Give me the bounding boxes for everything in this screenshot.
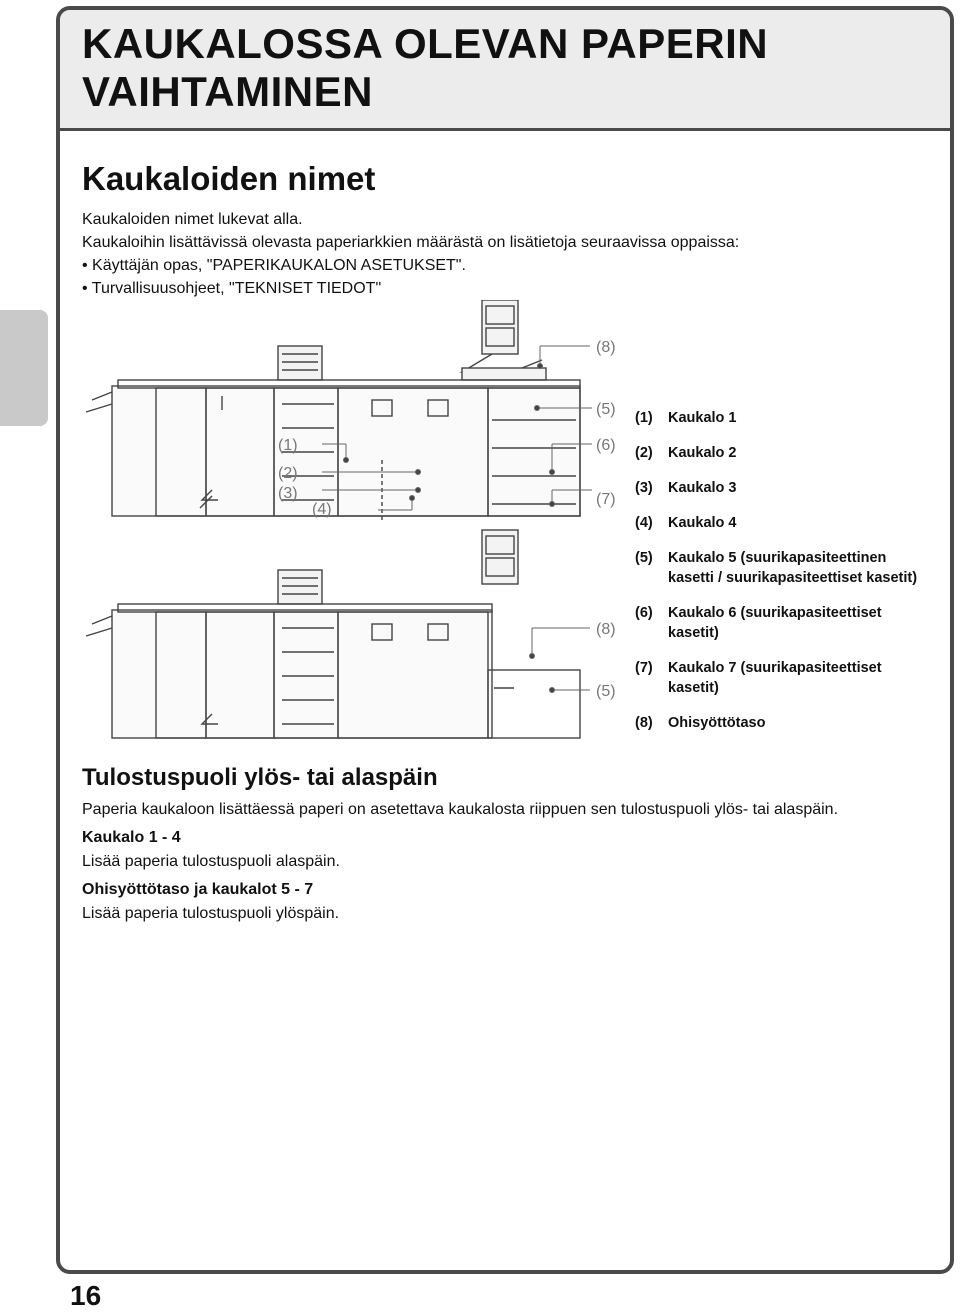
legend-text: Kaukalo 3 — [668, 480, 737, 496]
legend-item — [635, 658, 935, 698]
section-title: Kaukaloiden nimet — [82, 160, 376, 197]
tray-legend — [635, 408, 935, 748]
legend-item — [635, 443, 935, 463]
group2-title: Ohisyöttötaso ja kaukalot 5 - 7 — [82, 881, 314, 898]
page-title — [82, 20, 802, 116]
legend-text: Kaukalo 7 (suurikapasiteettiset kasetit) — [668, 660, 882, 696]
legend-text: Kaukalo 4 — [668, 515, 737, 531]
group1-text: Lisää paperia tulostuspuoli alaspäin. — [82, 853, 340, 870]
printer-illustration-top — [86, 300, 580, 520]
legend-number: (4) — [635, 515, 653, 531]
callout-6: (6) — [596, 437, 616, 454]
legend-number: (3) — [635, 480, 653, 496]
callout-4: (4) — [312, 501, 332, 518]
group2-text: Lisää paperia tulostuspuoli ylöspäin. — [82, 905, 340, 922]
legend-item — [635, 478, 935, 498]
printer-illustration-bottom — [86, 530, 580, 738]
callout-1: (1) — [278, 437, 298, 454]
callouts-bottom — [596, 621, 616, 700]
legend-text: Kaukalo 5 (suurikapasiteettinen kasetti / suurikapasiteettiset kasetit) — [668, 550, 918, 586]
legend-number: (1) — [635, 410, 653, 426]
intro-bullet: • Käyttäjän opas, "PAPERIKAUKALON ASETUKSET". — [82, 257, 466, 274]
orientation-text: Paperia kaukaloon lisättäessä paperi on asetettava kaukalosta riippuen sen tulostuspuoli ylös- tai alaspäin. — [82, 801, 839, 818]
legend-item — [635, 408, 935, 428]
callout-3: (3) — [278, 485, 298, 502]
legend-number: (6) — [635, 605, 653, 621]
legend-text: Kaukalo 1 — [668, 410, 737, 426]
leader-lines-bottom — [530, 628, 591, 693]
group1-title: Kaukalo 1 - 4 — [82, 829, 181, 846]
callout-2: (2) — [278, 465, 298, 482]
callout-5-bottom: (5) — [596, 683, 616, 700]
page-number: 16 — [70, 1280, 102, 1311]
callout-5: (5) — [596, 401, 616, 418]
orientation-body — [82, 798, 838, 926]
callout-8-bottom: (8) — [596, 621, 616, 638]
intro-bullet: • Turvallisuusohjeet, "TEKNISET TIEDOT" — [82, 280, 382, 297]
orientation-title: Tulostuspuoli ylös- tai alaspäin — [82, 764, 438, 791]
legend-number: (2) — [635, 445, 653, 461]
legend-number: (5) — [635, 550, 653, 566]
page-title-text: KAUKALOSSA OLEVAN PAPERIN VAIHTAMINEN — [82, 20, 769, 115]
legend-text: Ohisyöttötaso — [668, 715, 766, 731]
legend-number: (7) — [635, 660, 653, 676]
legend-item — [635, 513, 935, 533]
intro-text — [82, 208, 739, 300]
callout-7: (7) — [596, 491, 616, 508]
legend-text: Kaukalo 2 — [668, 445, 737, 461]
legend-item — [635, 548, 935, 588]
legend-item — [635, 713, 935, 733]
side-tab — [0, 310, 48, 426]
page-frame — [56, 6, 954, 1274]
printer-diagram — [82, 300, 642, 740]
intro-line: Kaukaloiden nimet lukevat alla. — [82, 211, 303, 228]
legend-number: (8) — [635, 715, 653, 731]
intro-line: Kaukaloihin lisättävissä olevasta paperiarkkien määrästä on lisätietoja seuraavissa oppaissa: — [82, 234, 740, 251]
header-band — [60, 10, 950, 131]
legend-item — [635, 603, 935, 643]
legend-text: Kaukalo 6 (suurikapasiteettiset kasetit) — [668, 605, 882, 641]
callout-8: (8) — [596, 339, 616, 356]
